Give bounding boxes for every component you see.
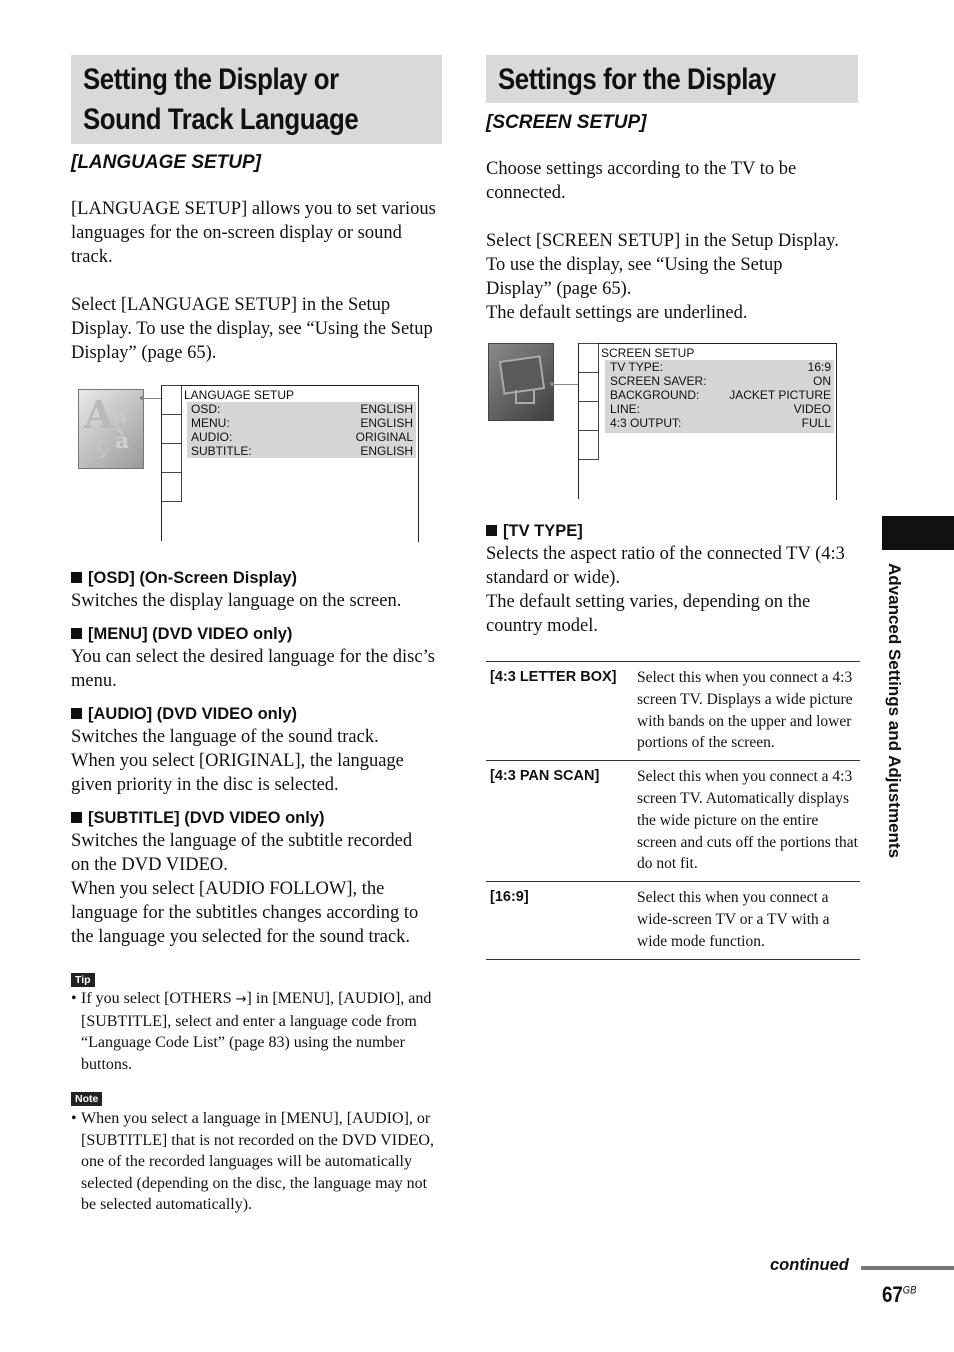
table-desc: Select this when you connect a wide-screen TV or a TV with a wide mode function. xyxy=(637,889,830,950)
language-icon-glyph-a: A xyxy=(84,392,114,437)
osd-row-tv-type: TV TYPE: 16:9 xyxy=(610,360,831,374)
item-menu-text: You can select the desired language for the disc’s menu. xyxy=(71,647,435,691)
left-subheading: [LANGUAGE SETUP] xyxy=(71,152,261,173)
language-icon xyxy=(78,389,144,469)
left-items xyxy=(71,567,439,949)
osd-row-screen-saver: SCREEN SAVER: ON xyxy=(610,374,831,388)
left-heading-box xyxy=(71,55,442,144)
tip-text xyxy=(71,988,435,1075)
screen-setup-title: SCREEN SETUP xyxy=(601,346,695,360)
table-row xyxy=(486,662,860,761)
table-row xyxy=(486,761,860,882)
square-bullet-icon xyxy=(71,812,82,823)
page-number xyxy=(882,1282,916,1308)
osd-row-4-3-output: 4:3 OUTPUT: FULL xyxy=(610,416,831,430)
item-subtitle-heading: [SUBTITLE] (DVD VIDEO only) xyxy=(88,809,325,827)
table-desc: Select this when you connect a 4:3 screen TV. Automatically displays the wide picture on the entire screen and cuts off the portions that do not fit. xyxy=(637,768,858,873)
item-audio-text-2: When you select [ORIGINAL], the language given priority in the disc is selected. xyxy=(71,751,404,795)
note-text: • When you select a language in [MENU], [AUDIO], or [SUBTITLE] that is not recorded on the DVD VIDEO, one of the recorded languages will be automatically selected (depending on the disc, the language may not be selected automatically). xyxy=(71,1108,435,1216)
right-intro xyxy=(486,157,858,325)
osd-connector-line xyxy=(552,384,578,385)
tip-label: Tip xyxy=(71,973,95,987)
screen-setup-icon xyxy=(488,343,554,421)
arrow-right-icon: → xyxy=(235,992,247,1007)
left-intro-paragraph-1: [LANGUAGE SETUP] allows you to set various languages for the on-screen display or sound track. xyxy=(71,199,436,267)
item-subtitle-text-1: Switches the language of the subtitle recorded on the DVD VIDEO. xyxy=(71,831,413,875)
note-label: Note xyxy=(71,1092,102,1106)
tv-type-section xyxy=(486,520,858,638)
item-menu-heading: [MENU] (DVD VIDEO only) xyxy=(88,625,293,643)
table-key: [4:3 PAN SCAN] xyxy=(490,768,600,785)
osd-row-subtitle: SUBTITLE: ENGLISH xyxy=(191,444,413,458)
table-key: [16:9] xyxy=(490,889,529,906)
square-bullet-icon xyxy=(486,525,497,536)
osd-row-audio: AUDIO: ORIGINAL xyxy=(191,430,413,444)
left-intro xyxy=(71,197,441,365)
right-intro-paragraph-1: Choose settings according to the TV to be connected. xyxy=(486,159,797,203)
square-bullet-icon xyxy=(71,708,82,719)
item-audio-text-1: Switches the language of the sound track. xyxy=(71,727,379,747)
osd-menu-column xyxy=(578,343,599,499)
table-row xyxy=(486,882,860,959)
screen-setup-osd xyxy=(488,343,840,499)
item-audio xyxy=(71,703,439,797)
language-setup-list xyxy=(187,402,416,458)
item-audio-heading: [AUDIO] (DVD VIDEO only) xyxy=(88,705,297,723)
item-osd-text: Switches the display language on the screen. xyxy=(71,591,402,611)
right-intro-line-1: Select [SCREEN SETUP] in the Setup Display. xyxy=(486,231,839,251)
continued-label: continued xyxy=(770,1256,849,1274)
right-intro-line-2: To use the display, see “Using the Setup Display” (page 65). xyxy=(486,255,783,299)
item-menu xyxy=(71,623,439,693)
right-intro-line-3: The default settings are underlined. xyxy=(486,303,748,323)
tip-text-a: If you select [OTHERS xyxy=(81,990,236,1007)
language-setup-title: LANGUAGE SETUP xyxy=(184,388,295,402)
language-icon-glyph-d: à xyxy=(115,428,130,454)
bullet-icon: • xyxy=(71,1110,77,1127)
table-desc: Select this when you connect a 4:3 screen TV. Displays a wide picture with bands on the upper and lower portions of the screen. xyxy=(637,669,853,752)
left-heading-line-1: Setting the Display or xyxy=(83,63,339,96)
osd-row-line: LINE: VIDEO xyxy=(610,402,831,416)
osd-connector-dot xyxy=(550,382,554,386)
right-heading-box xyxy=(486,55,858,103)
bullet-icon: • xyxy=(71,990,77,1007)
side-tab-marker xyxy=(882,516,954,550)
square-bullet-icon xyxy=(71,572,82,583)
screen-setup-list xyxy=(605,360,834,433)
language-icon-glyph-b: ä xyxy=(113,402,128,428)
osd-row-menu: MENU: ENGLISH xyxy=(191,416,413,430)
continued-rule xyxy=(861,1266,954,1270)
tv-type-heading: [TV TYPE] xyxy=(503,522,583,540)
square-bullet-icon xyxy=(71,628,82,639)
item-subtitle xyxy=(71,807,439,949)
item-subtitle-text-2: When you select [AUDIO FOLLOW], the language for the subtitles changes according to the language you selected for the sound track. xyxy=(71,879,419,947)
left-intro-paragraph-2: Select [LANGUAGE SETUP] in the Setup Display. To use the display, see “Using the Setup Display” (page 65). xyxy=(71,295,433,363)
tv-type-table xyxy=(486,661,860,960)
item-osd xyxy=(71,567,439,613)
osd-connector-dot xyxy=(140,396,144,400)
item-osd-heading: [OSD] (On-Screen Display) xyxy=(88,569,298,587)
tv-type-text-1: Selects the aspect ratio of the connected TV (4:3 standard or wide). xyxy=(486,544,845,588)
left-heading-line-2: Sound Track Language xyxy=(83,103,359,136)
language-setup-osd xyxy=(78,385,423,541)
page-number-suffix: GB xyxy=(902,1284,917,1297)
side-tab-label: Advanced Settings and Adjustments xyxy=(885,563,904,859)
tv-type-text-2: The default setting varies, depending on the country model. xyxy=(486,592,811,636)
right-subheading: [SCREEN SETUP] xyxy=(486,112,647,133)
osd-row-background: BACKGROUND: JACKET PICTURE xyxy=(610,388,831,402)
tip-text-b: ] in [MENU], [AUDIO], and [SUBTITLE], select and enter a language code from “Language Code List” (page 83) using the number buttons. xyxy=(81,990,432,1073)
language-icon-glyph-c: ç xyxy=(95,430,110,459)
osd-row-osd: OSD: ENGLISH xyxy=(191,402,413,416)
osd-menu-column xyxy=(161,385,182,541)
page-number-value: 67 xyxy=(882,1282,903,1307)
table-key: [4:3 LETTER BOX] xyxy=(490,669,617,685)
right-heading: Settings for the Display xyxy=(498,63,776,96)
